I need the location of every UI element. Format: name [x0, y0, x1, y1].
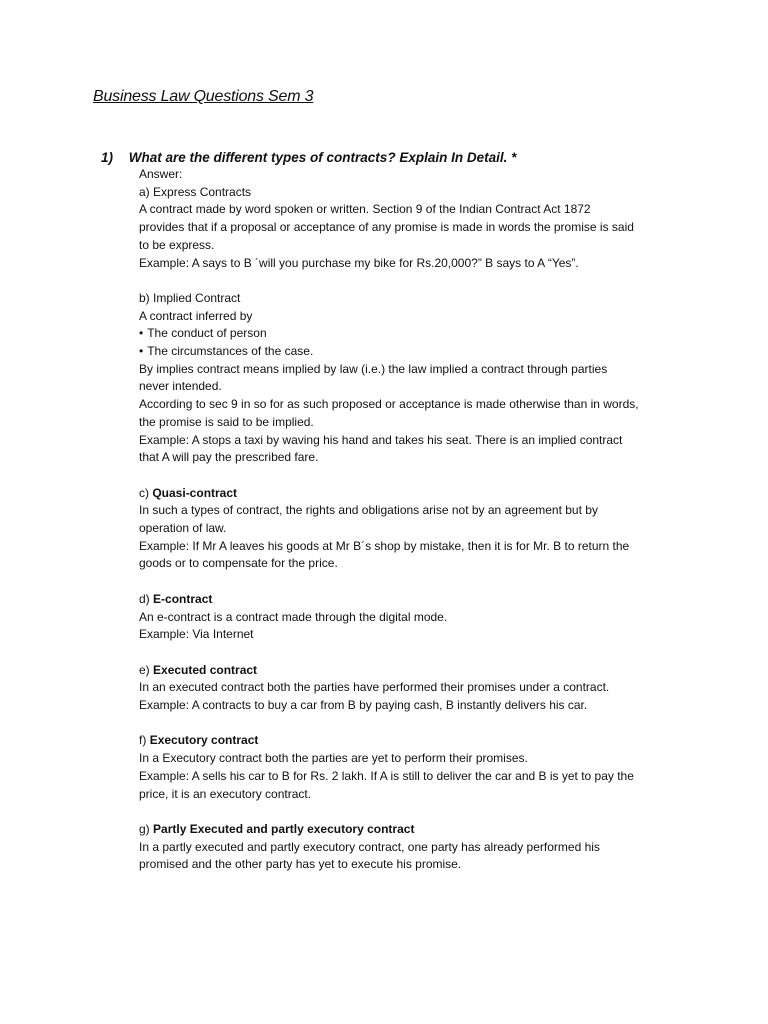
section-partly-executed-contract: [139, 821, 679, 874]
section-line: goods or to compensate for the price.: [139, 556, 338, 571]
section-letter: c): [139, 485, 149, 500]
document-title: Business Law Questions Sem 3: [93, 88, 314, 105]
section-line: Example: A stops a taxi by waving his hand and takes his seat. There is an implied contract: [139, 432, 623, 447]
section-line: In such a types of contract, the rights and obligations arise not by an agreement but by: [139, 503, 598, 518]
section-line: Example: A says to B ´will you purchase my bike for Rs.20,000?” B says to A “Yes”.: [139, 255, 579, 270]
section-heading: [139, 821, 679, 839]
section-letter: e): [139, 662, 150, 677]
section-title: Quasi-contract: [152, 485, 238, 500]
section-letter: g): [139, 821, 150, 836]
section-line: An e-contract is a contract made through the digital mode.: [139, 609, 448, 624]
section-line: Example: A sells his car to B for Rs. 2 lakh. If A is still to deliver the car and B is yet to pay the: [139, 768, 634, 783]
section-heading: [139, 290, 679, 308]
bullet-item: • The circumstances of the case.: [139, 343, 679, 361]
question-1: [101, 150, 516, 165]
section-heading: [139, 591, 679, 609]
answer-label: Answer:: [139, 167, 183, 181]
section-implied-contract: [139, 290, 679, 467]
section-line: operation of law.: [139, 521, 227, 536]
section-express-contracts: [139, 184, 679, 273]
section-executory-contract: [139, 732, 679, 803]
section-heading: [139, 184, 679, 202]
section-line: According to sec 9 in so for as such proposed or acceptance is made otherwise than in words,: [139, 397, 639, 412]
section-line: By implies contract means implied by law (i.e.) the law implied a contract through parties: [139, 361, 608, 376]
section-intro: A contract inferred by: [139, 308, 253, 323]
section-heading: [139, 662, 679, 680]
section-title: E-contract: [153, 591, 213, 606]
section-line: price, it is an executory contract.: [139, 786, 312, 801]
section-letter: b): [139, 290, 150, 305]
section-line: Example: A contracts to buy a car from B by paying cash, B instantly delivers his car.: [139, 698, 588, 713]
section-executed-contract: [139, 662, 679, 715]
question-number: 1): [101, 150, 114, 165]
section-line: In a Executory contract both the parties are yet to perform their promises.: [139, 751, 528, 766]
section-line: In a partly executed and partly executory contract, one party has already performed his: [139, 839, 600, 854]
bullet-item: • The conduct of person: [139, 325, 679, 343]
section-line: In an executed contract both the parties have performed their promises under a contract.: [139, 680, 610, 695]
section-line: the promise is said to be implied.: [139, 414, 314, 429]
section-line: provides that if a proposal or acceptance of any promise is made in words the promise is said: [139, 220, 634, 235]
section-line: that A will pay the prescribed fare.: [139, 450, 319, 465]
section-letter: d): [139, 591, 150, 606]
section-line: Example: Via Internet: [139, 627, 254, 642]
answer-body: [139, 166, 679, 892]
section-title: Implied Contract: [153, 290, 241, 305]
section-line: promised and the other party has yet to execute his promise.: [139, 857, 462, 872]
section-letter: a): [139, 184, 150, 199]
section-title: Partly Executed and partly executory contract: [153, 821, 415, 836]
section-title: Executed contract: [153, 662, 258, 677]
section-letter: f): [139, 733, 147, 748]
section-heading: [139, 485, 679, 503]
section-line: Example: If Mr A leaves his goods at Mr B´s shop by mistake, then it is for Mr. B to return the: [139, 538, 630, 553]
section-quasi-contract: [139, 485, 679, 574]
section-line: to be express.: [139, 237, 215, 252]
section-heading: [139, 732, 679, 750]
section-e-contract: [139, 591, 679, 644]
section-line: A contract made by word spoken or written. Section 9 of the Indian Contract Act 1872: [139, 202, 591, 217]
section-title: Executory contract: [149, 733, 259, 748]
question-text: What are the different types of contracts? Explain In Detail. *: [128, 150, 517, 165]
section-title: Express Contracts: [153, 184, 252, 199]
section-line: never intended.: [139, 379, 222, 394]
